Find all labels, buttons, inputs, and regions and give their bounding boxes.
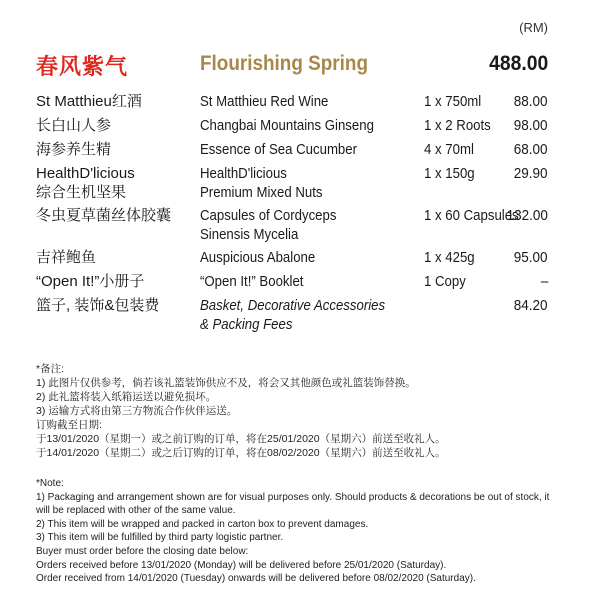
item-name-chinese-line: “Open It!”小册子 (36, 273, 145, 290)
note-line-chinese: 1) 此图片仅供参考，倘若该礼篮装饰供应不及，将会又其他颜色或礼篮装饰替换。 (36, 377, 416, 389)
item-name-english-line: Auspicious Abalone (200, 249, 316, 266)
item-name-chinese-line: 综合生机坚果 (36, 184, 127, 201)
item-name-english-line: Essence of Sea Cucumber (200, 141, 358, 158)
item-name-chinese (36, 206, 171, 225)
item-name-chinese (36, 248, 96, 267)
item-name-english-line: St Matthieu Red Wine (200, 93, 329, 110)
note-line-english: Orders received before 13/01/2020 (Monday) will be delivered before 25/01/2020 (Saturday). (36, 559, 447, 571)
item-name-chinese (36, 164, 135, 202)
item-name-chinese-line: HealthD'licious (36, 165, 135, 182)
item-name-english (200, 296, 385, 334)
note-line-chinese: 于13/01/2020（星期一）或之前订购的订单，将在25/01/2020（星期六）前送至收礼人。 (36, 433, 446, 445)
item-name-english-line: Changbai Mountains Ginseng (200, 117, 374, 134)
note-line-english: will be replaced with other of the same value. (36, 505, 236, 517)
item-name-english-line: Basket, Decorative Accessories (200, 297, 386, 314)
item-name-english-line: Premium Mixed Nuts (200, 184, 323, 201)
item-name-english (200, 164, 322, 202)
item-name-chinese-line: 长白山人参 (36, 117, 112, 134)
item-name-chinese-line: 冬虫夏草菌丝体胶囊 (36, 207, 172, 224)
item-name-english-line: Sinensis Mycelia (200, 226, 299, 243)
item-name-chinese-line: St Matthieu红酒 (36, 93, 142, 110)
item-price: 84.20 (514, 297, 548, 314)
item-price: 98.00 (514, 117, 548, 134)
item-quantity: 1 x 150g (424, 165, 475, 182)
item-quantity: 1 x 2 Roots (424, 117, 491, 134)
item-row (0, 206, 600, 248)
item-row (0, 92, 600, 116)
item-quantity: 1 x 425g (424, 249, 475, 266)
item-name-english-line: Capsules of Cordyceps (200, 207, 337, 224)
item-row (0, 140, 600, 164)
item-row (0, 164, 600, 206)
item-row (0, 116, 600, 140)
item-name-english (200, 272, 303, 291)
note-line-chinese: *备注: (36, 363, 65, 375)
note-line-english: 1) Packaging and arrangement shown are for visual purposes only. Should products & decorations be out of stock, it (36, 491, 550, 503)
item-price: 132.00 (506, 207, 548, 224)
currency-label: (RM) (519, 20, 548, 35)
note-line-chinese: 订购截至日期: (36, 419, 102, 431)
item-name-english (200, 116, 374, 135)
note-line-english: 3) This item will be fulfilled by third party logistic partner. (36, 532, 284, 544)
item-price: 68.00 (514, 141, 548, 158)
item-name-chinese (36, 92, 142, 111)
item-price: – (540, 273, 548, 290)
item-quantity: 1 x 750ml (424, 93, 482, 110)
item-name-english-line: HealthD'licious (200, 165, 287, 182)
item-row (0, 272, 600, 296)
hamper-total-price: 488.00 (488, 52, 548, 75)
item-row (0, 248, 600, 272)
item-name-chinese (36, 272, 144, 291)
note-line-english: Buyer must order before the closing date below: (36, 545, 249, 557)
notes-chinese (36, 362, 576, 460)
item-name-english (200, 206, 336, 244)
note-line-english: *Note: (36, 478, 64, 489)
item-name-chinese-line: 篮子, 装饰&包装费 (36, 297, 160, 314)
item-name-english (200, 248, 315, 267)
item-name-english-line: & Packing Fees (200, 316, 293, 333)
hamper-title-chinese: 春风紫气 (36, 54, 129, 79)
note-line-chinese: 3) 运输方式将由第三方物流合作伙伴运送。 (36, 405, 238, 417)
notes-english (36, 477, 576, 586)
hamper-header (0, 48, 600, 84)
item-name-english (200, 92, 328, 111)
note-line-chinese: 2) 此礼篮将装入纸箱运送以避免损坏。 (36, 391, 217, 403)
item-name-english-line: “Open It!” Booklet (200, 273, 304, 290)
item-name-chinese-line: 吉祥鲍鱼 (36, 249, 97, 266)
item-price: 29.90 (514, 165, 548, 182)
hamper-title-english: Flourishing Spring (200, 52, 368, 75)
item-quantity: 1 x 60 Capsules (424, 207, 519, 224)
item-list (0, 92, 600, 338)
item-quantity: 4 x 70ml (424, 141, 474, 158)
item-name-chinese (36, 140, 111, 159)
item-name-chinese-line: 海参养生精 (36, 141, 112, 158)
item-row (0, 296, 600, 338)
item-name-chinese (36, 296, 159, 315)
note-line-english: Order received from 14/01/2020 (Tuesday) onwards will be delivered before 08/02/2020 (Saturday). (36, 573, 476, 585)
item-quantity: 1 Copy (424, 273, 466, 290)
item-name-chinese (36, 116, 111, 135)
item-name-english (200, 140, 357, 159)
note-line-english: 2) This item will be wrapped and packed in carton box to prevent damages. (36, 518, 369, 530)
item-price: 88.00 (514, 93, 548, 110)
note-line-chinese: 于14/01/2020（星期二）或之后订购的订单，将在08/02/2020（星期六）前送至收礼人。 (36, 447, 446, 459)
item-price: 95.00 (514, 249, 548, 266)
